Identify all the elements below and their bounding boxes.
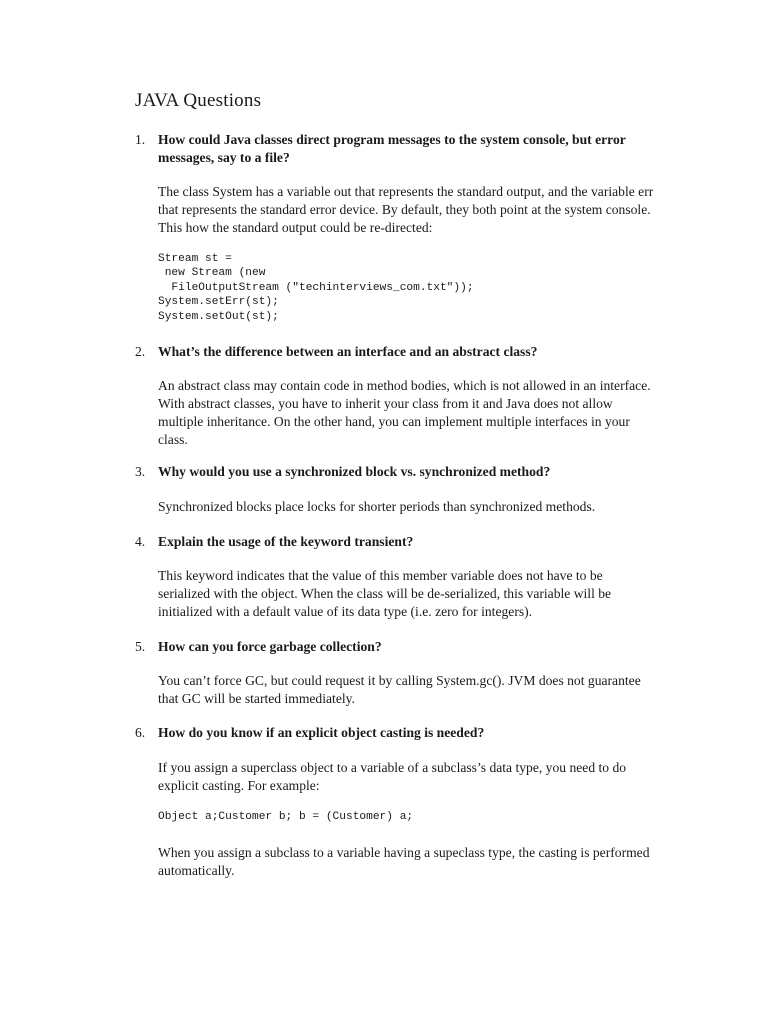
question-4 xyxy=(135,533,655,551)
question-6 xyxy=(135,724,655,742)
question-number: 4. xyxy=(135,534,146,549)
question-text: How do you know if an explicit object casting is needed? xyxy=(158,725,485,740)
answer-6: If you assign a superclass object to a variable of a subclass’s data type, you need to do explicit casting. For example: xyxy=(158,760,627,793)
question-3 xyxy=(135,463,655,481)
code-block-1: Stream st = new Stream (new FileOutputStream ("techinterviews_com.txt")); System.setErr(st); System.setOut(st); xyxy=(158,253,474,323)
question-text: How could Java classes direct program messages to the system console, but error messages, say to a file? xyxy=(158,132,626,165)
answer-1: The class System has a variable out that represents the standard output, and the variable err that represents the standard error device. By default, they both point at the system console. This how the standard output could be re-directed: xyxy=(158,184,654,235)
question-2 xyxy=(135,343,655,361)
question-text: Explain the usage of the keyword transient? xyxy=(158,534,414,549)
answer-2: An abstract class may contain code in method bodies, which is not allowed in an interface. With abstract classes, you have to inherit your class from it and Java does not allow multiple inheritance. On the other hand, you can implement multiple interfaces in your class. xyxy=(158,378,651,447)
question-number: 5. xyxy=(135,639,146,654)
question-number: 1. xyxy=(135,132,146,147)
question-number: 3. xyxy=(135,464,146,479)
question-number: 2. xyxy=(135,344,146,359)
answer-6-continued: When you assign a subclass to a variable having a supeclass type, the casting is performed automatically. xyxy=(158,845,650,878)
answer-3: Synchronized blocks place locks for shorter periods than synchronized methods. xyxy=(158,499,596,514)
answer-5: You can’t force GC, but could request it by calling System.gc(). JVM does not guarantee that GC will be started immediately. xyxy=(158,673,641,706)
question-text: What’s the difference between an interface and an abstract class? xyxy=(158,344,538,359)
code-block-6: Object a;Customer b; b = (Customer) a; xyxy=(158,811,414,823)
question-1 xyxy=(135,131,655,167)
question-number: 6. xyxy=(135,725,146,740)
question-5 xyxy=(135,638,655,656)
question-text: How can you force garbage collection? xyxy=(158,639,382,654)
page-title: JAVA Questions xyxy=(135,90,262,111)
question-text: Why would you use a synchronized block vs. synchronized method? xyxy=(158,464,551,479)
answer-4: This keyword indicates that the value of this member variable does not have to be serialized with the object. When the class will be de-serialized, this variable will be initialized with a default value of its data type (i.e. zero for integers). xyxy=(158,568,612,619)
